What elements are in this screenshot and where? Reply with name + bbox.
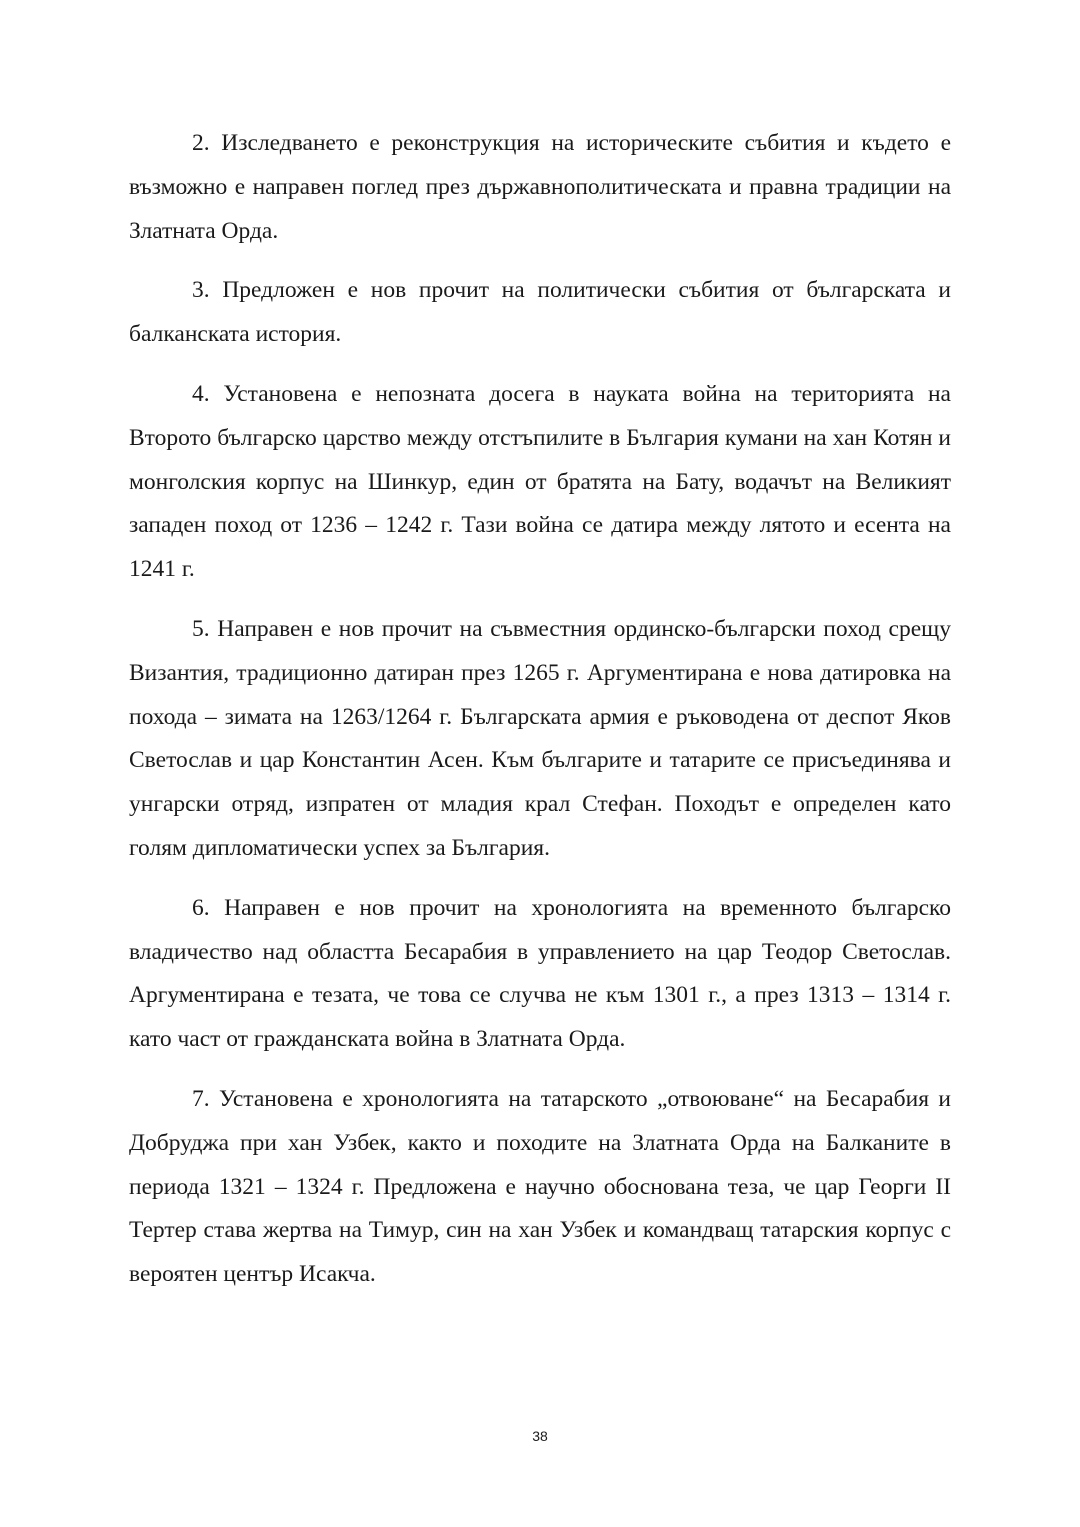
- document-body: [129, 122, 951, 1313]
- paragraph-item-3: 3. Предложен е нов прочит на политически събития от българската и балканската история.: [129, 277, 951, 348]
- paragraph-item-6: 6. Направен е нов прочит на хронологията на временното българско владичество над областта Бесарабия в управлението на цар Теодор Светослав. Аргументирана е тезата, че това се случва не към 1301 г., а през 1313 – 1314 г. като част от гражданската война в Златната Орда.: [129, 894, 951, 1053]
- paragraph-item-5: 5. Направен е нов прочит на съвместния ординско-български поход срещу Византия, традиционно датиран през 1265 г. Аргументирана е нова датировка на похода – зимата на 1263/1264 г. Българската армия е ръководена от деспот Яков Светослав и цар Константин Асен. Към българите и татарите се присъединява и унгарски отряд, изпратен от младия крал Стефан. Походът е определен като голям дипломатически успех за България.: [129, 615, 951, 861]
- paragraph-item-4: 4. Установена е непозната досега в науката война на територията на Второто българско царство между отстъпилите в България кумани на хан Котян и монголския корпус на Шинкур, един от братята на Бату, водачът на Великият западен поход от 1236 – 1242 г. Тази война се датира между лятото и есента на 1241 г.: [129, 380, 951, 583]
- paragraph-item-2: 2. Изследването е реконструкция на историческите събития и където е възможно е направен поглед през държавнополитическата и правна традиции на Златната Орда.: [129, 130, 951, 244]
- page-number: 38: [532, 1428, 548, 1444]
- paragraph-item-7: 7. Установена е хронологията на татарското „отвоюване“ на Бесарабия и Добруджа при хан Узбек, както и походите на Златната Орда на Балканите в периода 1321 – 1324 г. Предложена е научно обоснована теза, че цар Георги II Тертер става жертва на Тимур, син на хан Узбек и командващ татарския корпус с вероятен център Исакча.: [129, 1085, 951, 1288]
